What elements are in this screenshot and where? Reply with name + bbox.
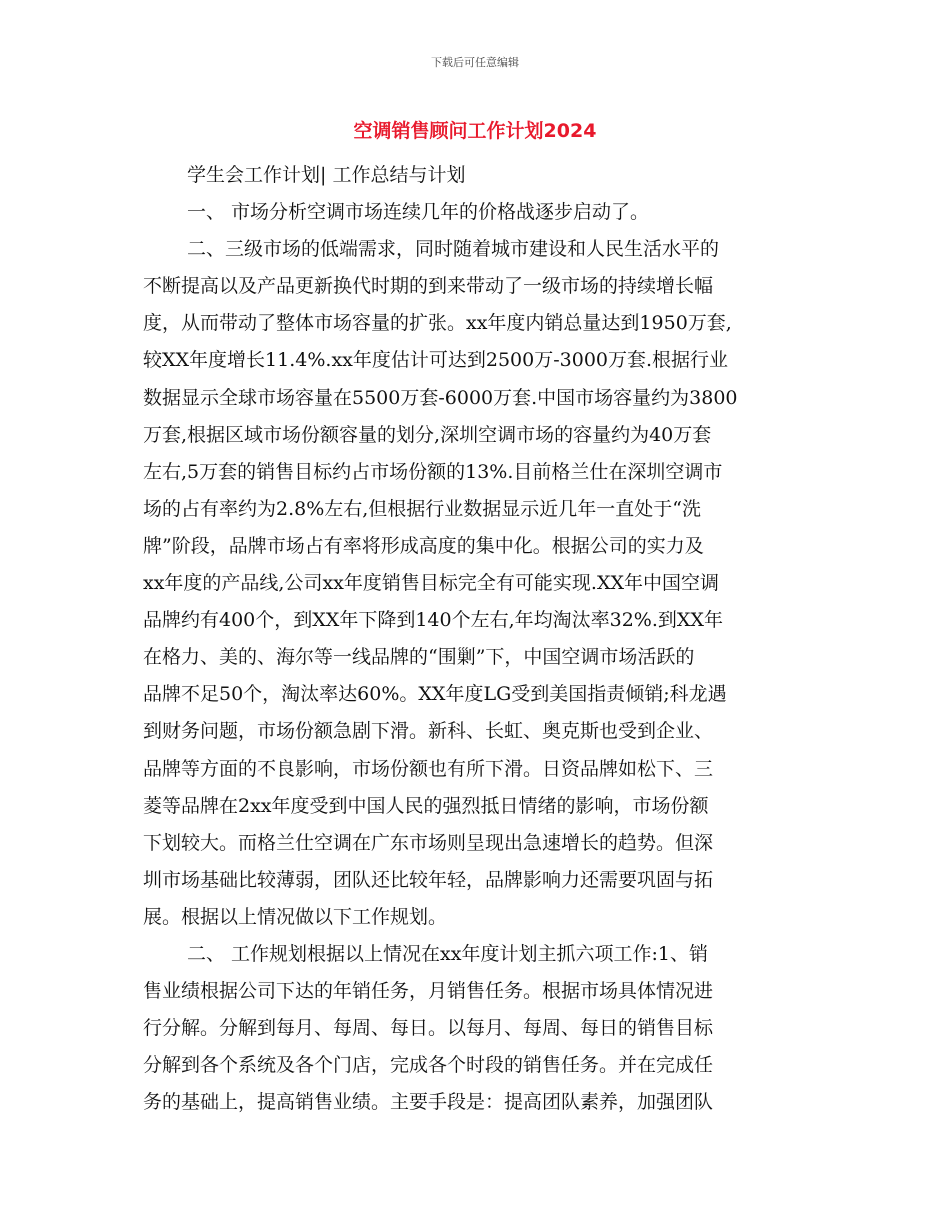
text-line: 在格力、美的、海尔等一线品牌的“围剿”下，中国空调市场活跃的 — [143, 646, 695, 669]
text-line: 展。根据以上情况做以下工作规划。 — [143, 905, 448, 928]
text-line: 品牌约有400个，到XX年下降到140个左右,年均淘汰率32%.到XX年 — [143, 609, 723, 632]
text-line: 分解到各个系统及各个门店，完成各个时段的销售任务。并在完成任 — [143, 1054, 714, 1077]
text-line: 二、 工作规划根据以上情况在xx年度计划主抓六项工作:1、销 — [187, 942, 708, 965]
text-line: 场的占有率约为2.8%左右,但根据行业数据显示近几年一直处于“洗 — [143, 497, 702, 520]
text-line: 菱等品牌在2xx年度受到中国人民的强烈抵日情绪的影响，市场份额 — [143, 794, 709, 817]
text-line: 行分解。分解到每月、每周、每日。以每月、每周、每日的销售目标 — [143, 1017, 714, 1040]
text-line: 数据显示全球市场容量在5500万套-6000万套.中国市场容量约为3800 — [143, 386, 738, 409]
text-line: 品牌等方面的不良影响，市场份额也有所下滑。日资品牌如松下、三 — [143, 757, 714, 780]
text-line: 售业绩根据公司下达的年销任务，月销售任务。根据市场具体情况进 — [143, 980, 714, 1003]
text-line: 二、三级市场的低端需求，同时随着城市建设和人民生活水平的 — [187, 238, 720, 261]
text-line: 学生会工作计划| 工作总结与计划 — [187, 164, 466, 186]
text-line: 不断提高以及产品更新换代时期的到来带动了一级市场的持续增长幅 — [143, 275, 714, 298]
text-line: 较XX年度增长11.4%.xx年度估计可达到2500万-3000万套.根据行业 — [143, 349, 729, 372]
document-body — [143, 157, 811, 1121]
header-note: 下载后可任意编辑 — [431, 56, 519, 69]
text-line: 牌”阶段，品牌市场占有率将形成高度的集中化。根据公司的实力及 — [143, 534, 704, 557]
text-line: 度，从而带动了整体市场容量的扩张。xx年度内销总量达到1950万套, — [143, 312, 732, 335]
text-line: xx年度的产品线,公司xx年度销售目标完全有可能实现.XX年中国空调 — [143, 572, 719, 595]
text-line: 到财务问题，市场份额急剧下滑。新科、长虹、奥克斯也受到企业、 — [143, 720, 714, 743]
text-line: 左右,5万套的销售目标约占市场份额的13%.目前格兰仕在深圳空调市 — [143, 460, 723, 483]
text-line: 万套,根据区域市场份额容量的划分,深圳空调市场的容量约为40万套 — [143, 423, 712, 446]
text-line: 品牌不足50个，淘汰率达60%。XX年度LG受到美国指责倾销;科龙遇 — [143, 683, 727, 706]
text-line: 下划较大。而格兰仕空调在广东市场则呈现出急速增长的趋势。但深 — [143, 831, 714, 854]
text-line: 务的基础上，提高销售业绩。主要手段是：提高团队素养，加强团队 — [143, 1091, 714, 1114]
document-title: 空调销售顾问工作计划2024 — [353, 120, 597, 142]
text-line: 一、 市场分析空调市场连续几年的价格战逐步启动了。 — [187, 201, 650, 224]
text-line: 圳市场基础比较薄弱，团队还比较年轻，品牌影响力还需要巩固与拓 — [143, 868, 714, 891]
